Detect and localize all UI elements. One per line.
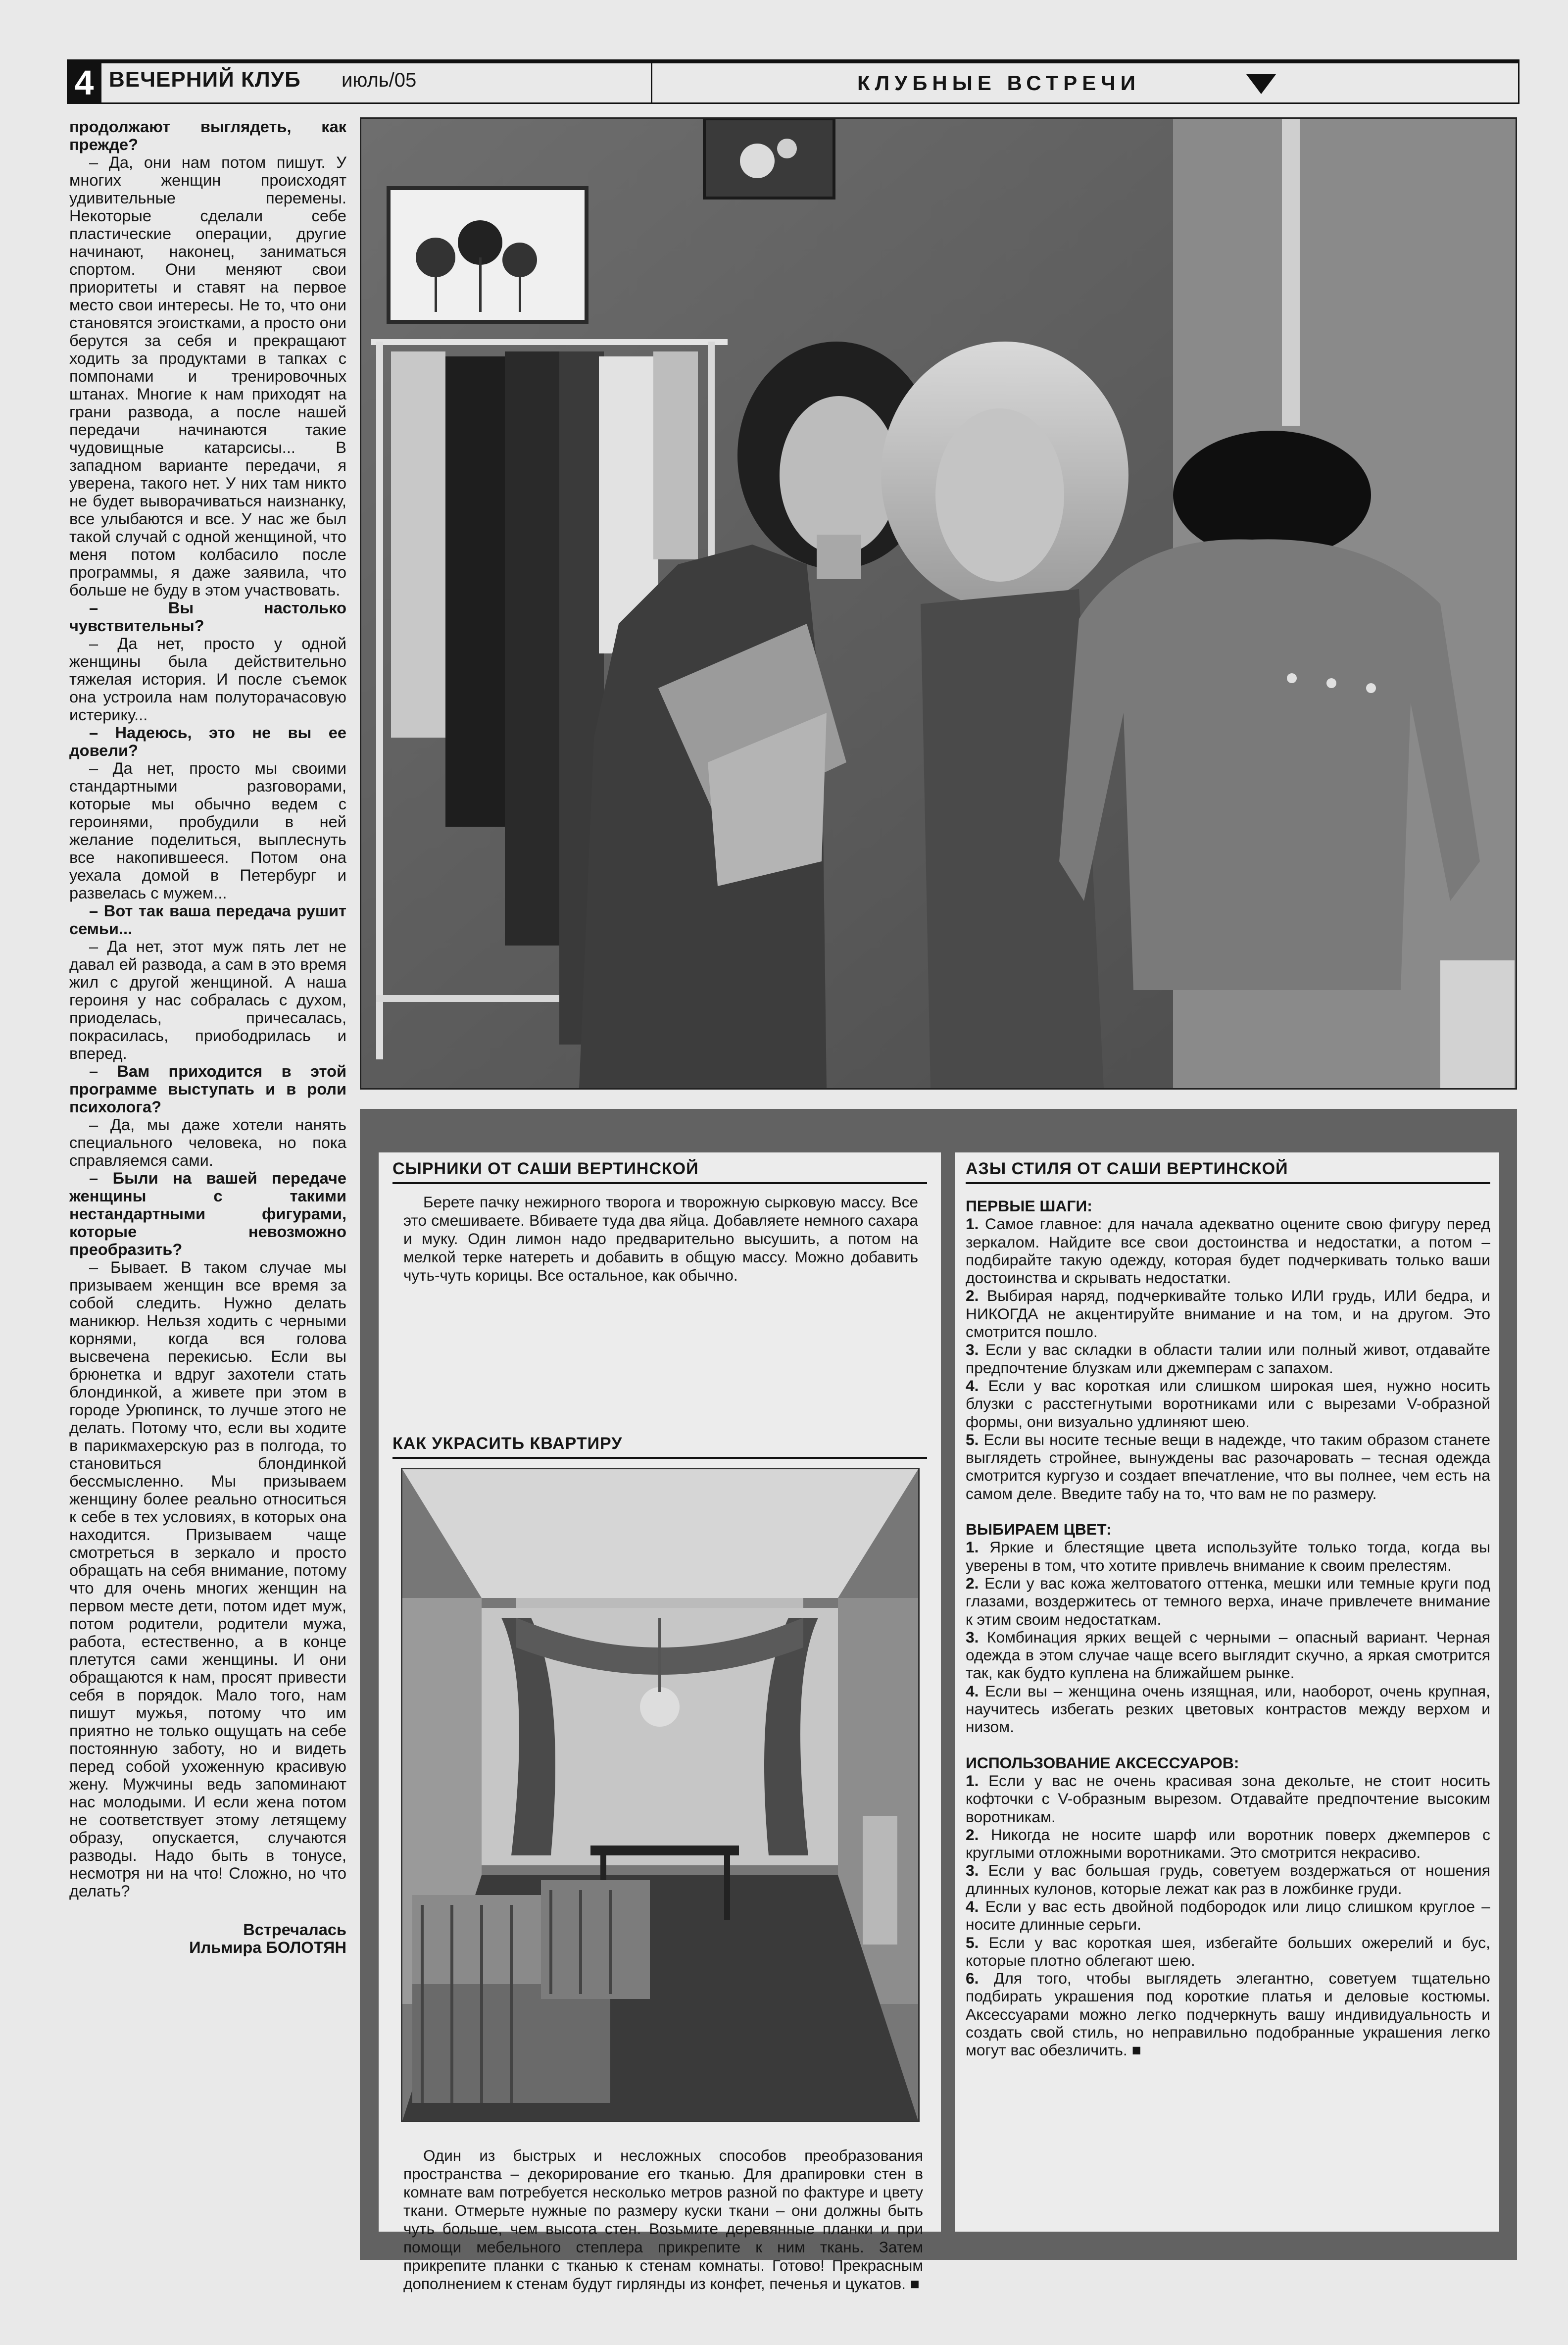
style-tip-text: Если у вас есть двойной подбородок или лицо слишком круглое – носите длинные серьги. [966, 1897, 1490, 1934]
interview-answer: – Да нет, просто мы своими стандартными разговорами, которые мы обычно ведем с героинями, пробудили в ней желание поделиться, выплеснуть все накопившееся. Потом она уехала домой в Петербург и развелась с мужем... [69, 759, 346, 902]
divider [392, 1182, 927, 1184]
style-tip-text: Выбирая наряд, подчеркивайте только ИЛИ грудь, ИЛИ бедра, и НИКОГДА не акцентируйте внимание и на том, и на другом. Это смотрится пошло. [966, 1287, 1490, 1341]
style-tip-item [966, 1431, 1490, 1502]
interview-question: – Вы настолько чувствительны? [69, 599, 346, 635]
recipe-title: СЫРНИКИ ОТ САШИ ВЕРТИНСКОЙ [392, 1159, 699, 1178]
style-tip-number: 4. [966, 1682, 979, 1700]
style-tip-number: 3. [966, 1628, 979, 1646]
decor-title: КАК УКРАСИТЬ КВАРТИРУ [392, 1434, 623, 1453]
style-tip-item [966, 1538, 1490, 1574]
section-banner [651, 63, 1519, 102]
style-tip-number: 2. [966, 1825, 979, 1844]
byline-intro: Встречалась [243, 1920, 346, 1939]
issue-date: июль/05 [342, 69, 417, 91]
byline-author: Ильмира БОЛОТЯН [189, 1938, 346, 1956]
style-tip-number: 2. [966, 1574, 979, 1592]
interview-answer: – Бывает. В таком случае мы призываем женщин все время за собой следить. Нужно делать маникюр. Нельзя ходить с черными корнями, когда вся голова высвечена перекисью. Если вы брюнетка и вдруг захотели стать блондинкой, а живете при этом в городе Урюпинск, то лучше этого не делать. Потому что, если вы ходите в парикмахерскую раз в полгода, то становиться блондинкой бессмысленно. Мы призываем женщину более реально относиться к себе в тех условиях, в которых она находится. Призываем чаще смотреться в зеркало и просто обращать на себя внимание, потому что для очень многих женщин на первом месте дети, потом идет муж, потом родители, родители мужа, работа, естественно, а в конце плетутся сами женщины. И они обращаются к нам, просят привести себя в порядок. Мало того, нам пишут мужья, потому что им приятно не только ощущать на себе постоянную заботу, но и видеть перед собой ухоженную красивую жену. Мужчины ведь запоминают нас молодыми. И если жена потом не соответствует этому летящему образу, опускается, случаются разводы. Надо быть в тонусе, несмотря ни на что! Сложно, но что делать? [69, 1258, 346, 1900]
main-photo [360, 117, 1517, 1090]
room-interior-photo [401, 1468, 920, 2122]
interview-question: – Вам приходится в этой программе выступать и в роли психолога? [69, 1062, 346, 1116]
style-tip-item [966, 1772, 1490, 1826]
style-tip-item [966, 1377, 1490, 1431]
interview-answer: – Да нет, этот муж пять лет не давал ей развода, а сам в это время жил с другой женщиной. А наша героиня у нас собралась с духом, приоделась, причесалась, покрасилась, приободрилась и вперед. [69, 937, 346, 1062]
interview-answer: – Да, они нам потом пишут. У многих женщин происходят удивительные перемены. Некоторые сделали себе пластические операции, другие начинают, наконец, заниматься спортом. Они меняют свои приоритеты и ставят на первое место свои интересы. Не то, что они становятся эгоистками, а просто они берутся за себя и прекращают ходить за продуктами в тапках с помпонами и тренировочных штанах. Многие к нам приходят на грани развода, а после нашей передачи начинаются такие чудовищные катарсисы... В западном варианте передачи, я уверена, такого нет. У них там никто не будет выворачиваться наизнанку, все улыбаются и все. У нас же был такой случай с одной женщиной, что меня потом колбасило после программы, я даже заявила, что больше не буду в этом участвовать. [69, 153, 346, 599]
interview-answer: – Да нет, просто у одной женщины была действительно тяжелая история. И после съемок она устроила нам полуторачасовую истерику... [69, 634, 346, 724]
style-title: АЗЫ СТИЛЯ ОТ САШИ ВЕРТИНСКОЙ [966, 1159, 1288, 1178]
style-tip-number: 5. [966, 1430, 979, 1448]
page-header [67, 59, 1519, 104]
style-tip-number: 4. [966, 1376, 979, 1395]
style-tip-number: 3. [966, 1341, 979, 1359]
publication-name: ВЕЧЕРНИЙ КЛУБ [109, 67, 301, 92]
style-tip-number: 4. [966, 1897, 979, 1915]
interview-question: – Надеюсь, это не вы ее довели? [69, 723, 346, 759]
interview-question: – Вот так ваша передача рушит семьи... [69, 901, 346, 938]
style-tip-item [966, 1341, 1490, 1377]
style-tip-text: Если у вас кожа желтоватого оттенка, мешки или темные круги под глазами, воздержитесь от темного верха, иначе привлечете внимание к этим своим недостаткам. [966, 1574, 1490, 1628]
recipe-text: Берете пачку нежирного творога и творожную сырковую массу. Все это смешиваете. Вбиваете туда два яйца. Добавляете немного сахара и муку. Один лимон надо предварительно высушить, а потом на мелкой терке натереть и добавить в общую массу. Можно добавить чуть-чуть корицы. Все остальное, как обычно. [403, 1193, 918, 1284]
style-section-heading: ПЕРВЫЕ ШАГИ: [966, 1197, 1092, 1215]
style-tip-item [966, 1969, 1490, 2059]
style-tip-text: Если вы – женщина очень изящная, или, наоборот, очень крупная, научитесь избегать резких цветовых контрастов между верхом и низом. [966, 1682, 1490, 1736]
triangle-down-icon [1246, 74, 1276, 94]
interview-answer: – Да, мы даже хотели нанять специального человека, но пока справляемся сами. [69, 1115, 346, 1169]
style-tip-text: Для того, чтобы выглядеть элегантно, советуем тщательно подбирать украшения под короткие платья и деловые костюмы. Аксессуарами можно легко подчеркнуть вашу индивидуальность и создать свой стиль, но неправильно подобранные украшения легко могут вас обезличить. ■ [966, 1969, 1490, 2059]
style-tip-item [966, 1861, 1490, 1897]
style-tip-text: Самое главное: для начала адекватно оцените свою фигуру перед зеркалом. Найдите все свои достоинства и недостатки, а потом – подбирайте такую одежду, которая будет подчеркивать только ваши достоинства и скрывать недостатки. [966, 1215, 1490, 1287]
style-tip-text: Комбинация ярких вещей с черными – опасный вариант. Черная одежда в этом случае чаще всего выглядит скучно, а яркая смотрится так, как будто куплена на ближайшем рынке. [966, 1628, 1491, 1682]
style-tip-item [966, 1574, 1490, 1628]
style-section-heading: ВЫБИРАЕМ ЦВЕТ: [966, 1520, 1112, 1539]
style-tip-item [966, 1628, 1490, 1682]
recipe-box [379, 1152, 941, 1426]
style-tip-number: 1. [966, 1215, 979, 1233]
decor-text: Один из быстрых и несложных способов преобразования пространства – декорирование его тканью. Для драпировки стен в комнате вам потребуется несколько метров разной по фактуре и цвету ткани. Отмерьте нужные по размеру куски ткани – они должны быть чуть больше, чем высота стен. Возьмите деревянные планки и при помощи мебельного степлера прикрепите к ним ткань. Затем прикрепите планки с тканью к стенам комнаты. Готово! Прекрасным дополнением к стенам будут гирлянды из конфет, печенья и цукатов. ■ [403, 2146, 923, 2293]
page-number: 4 [67, 63, 101, 102]
style-tip-item [966, 1215, 1490, 1287]
style-tip-text: Яркие и блестящие цвета используйте только тогда, когда вы уверены в том, что хотите привлечь внимание к своим прелестям. [966, 1538, 1490, 1574]
style-tip-item [966, 1826, 1490, 1862]
divider [966, 1182, 1490, 1184]
style-tip-text: Никогда не носите шарф или воротник поверх джемперов с круглыми отложными воротниками. Это смотрится некрасиво. [966, 1825, 1490, 1862]
divider [392, 1457, 927, 1459]
style-tip-number: 5. [966, 1933, 979, 1951]
style-section-heading: ИСПОЛЬЗОВАНИЕ АКСЕССУАРОВ: [966, 1753, 1239, 1772]
style-tip-text: Если вы носите тесные вещи в надежде, что таким образом станете выглядеть стройнее, вынуждены вас разочаровать – тесная одежда смотрится кургузо и создает впечатление, что вы полнее, чем есть на самом деле. Введите табу на то, что вам не по размеру. [966, 1430, 1490, 1502]
style-tip-number: 1. [966, 1771, 979, 1790]
style-tip-number: 2. [966, 1287, 979, 1305]
style-tip-item [966, 1682, 1490, 1736]
decor-box [379, 1426, 941, 2293]
style-tips-content [966, 1197, 1490, 2059]
style-tip-text: Если у вас не очень красивая зона декольте, не стоит носить кофточки с V-образным вырезом. Отдавайте предпочтение высоким воротникам. [966, 1771, 1490, 1826]
interview-question: продолжают выглядеть, как прежде? [69, 117, 346, 153]
style-tip-text: Если у вас большая грудь, советуем воздержаться от ношения длинных кулонов, которые лежат как раз в ложбинке груди. [966, 1861, 1491, 1897]
interview-column [69, 118, 346, 2237]
style-tip-item [966, 1287, 1490, 1341]
style-tip-text: Если у вас складки в области талии или полный живот, отдавайте предпочтение блузкам или джемперам с запахом. [966, 1341, 1490, 1377]
style-tip-number: 1. [966, 1538, 979, 1556]
section-title: КЛУБНЫЕ ВСТРЕЧИ [857, 71, 1140, 95]
style-tip-item [966, 1934, 1490, 1970]
interview-question: – Были на вашей передаче женщины с такими нестандартными фигурами, которые невозможно преобразить? [69, 1169, 346, 1258]
style-tip-number: 3. [966, 1861, 979, 1880]
style-tip-item [966, 1897, 1490, 1934]
style-tip-text: Если у вас короткая шея, избегайте больших ожерелий и бус, которые плотно облегают шею. [966, 1933, 1490, 1969]
style-tip-number: 6. [966, 1969, 979, 1988]
sidebar-panel [360, 1109, 1517, 2293]
style-tip-text: Если у вас короткая или слишком широкая шея, нужно носить блузки с расстегнутыми воротниками или с вырезами V-образной формы, они визуально удлиняют шею. [966, 1376, 1490, 1431]
style-tips-box [955, 1152, 1499, 2232]
